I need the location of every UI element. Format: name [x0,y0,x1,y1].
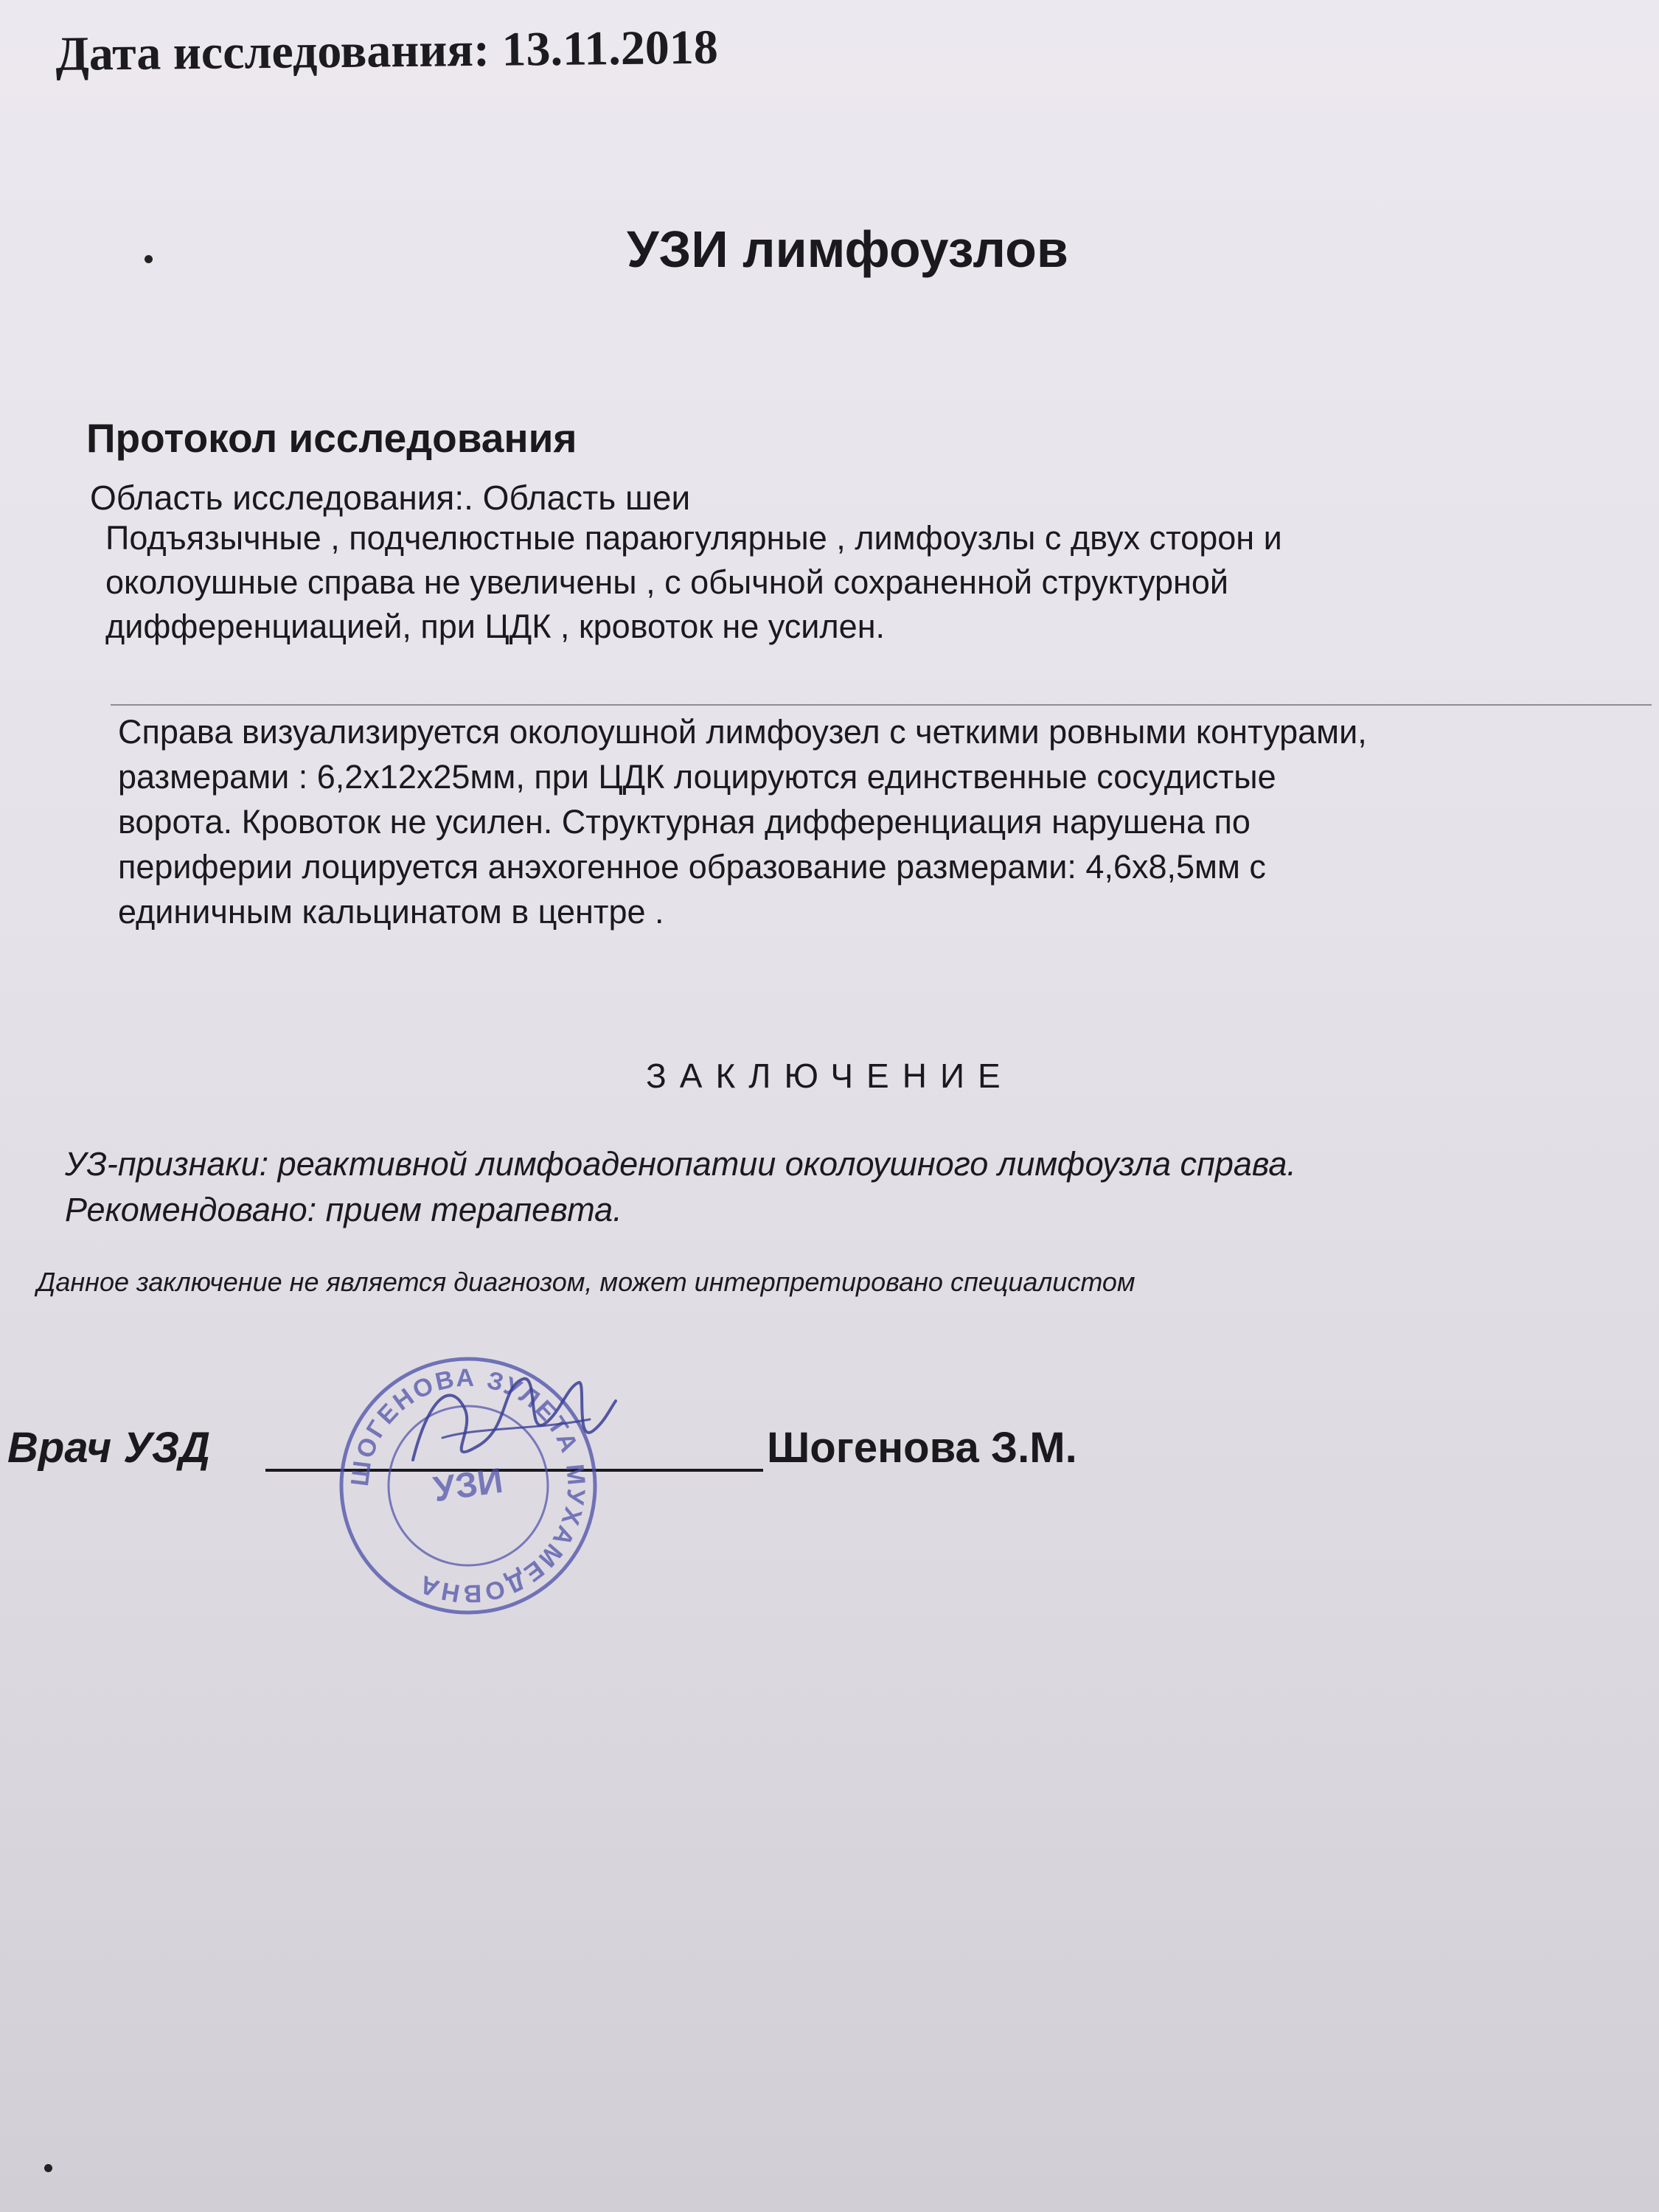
divider [111,704,1652,706]
text-line: дифференциацией, при ЦДК , кровоток не усилен. [105,608,886,645]
protocol-heading: Протокол исследования [86,415,577,461]
text-line: ворота. Кровоток не усилен. Структурная дифференциация нарушена по [118,803,1251,841]
svg-text:ШОГЕНОВА ЗУЛЕТА МУХАМЕДОВНА: ШОГЕНОВА ЗУЛЕТА МУХАМЕДОВНА [345,1363,591,1608]
study-area: Область исследования:. Область шеи [90,479,691,517]
document-title: УЗИ лимфоузлов [627,220,1068,278]
signature [398,1357,619,1482]
text-line: единичным кальцинатом в центре . [118,893,664,931]
doctor-label: Врач УЗД [7,1424,210,1472]
study-date: Дата исследования: 13.11.2018 [55,20,719,81]
text-line: Рекомендовано: прием терапевта. [65,1191,622,1228]
findings-paragraph-2 [118,709,1367,934]
conclusion-text [65,1141,1296,1233]
findings-paragraph-1 [105,516,1282,649]
text-line: периферии лоцируется анэхогенное образование размерами: 4,6х8,5мм с [118,848,1266,886]
text-line: УЗ-признаки: реактивной лимфоаденопатии околоушного лимфоузла справа. [65,1145,1296,1183]
text-line: Подъязычные , подчелюстные параюгулярные , лимфоузлы с двух сторон и [105,519,1282,557]
conclusion-heading: ЗАКЛЮЧЕНИЕ [646,1057,1014,1095]
svg-text:УЗИ: УЗИ [431,1461,506,1510]
doctor-name: Шогенова З.М. [767,1424,1077,1472]
bullet-marker [44,2164,52,2172]
bullet-marker [145,255,153,263]
disclaimer: Данное заключение не является диагнозом, может интерпретировано специалистом [37,1267,1135,1297]
text-line: размерами : 6,2х12х25мм, при ЦДК лоцируются единственные сосудистые [118,758,1276,796]
text-line: околоушные справа не увеличены , с обычной сохраненной структурной [105,563,1229,601]
text-line: Справа визуализируется околоушной лимфоузел с четкими ровными контурами, [118,713,1367,751]
